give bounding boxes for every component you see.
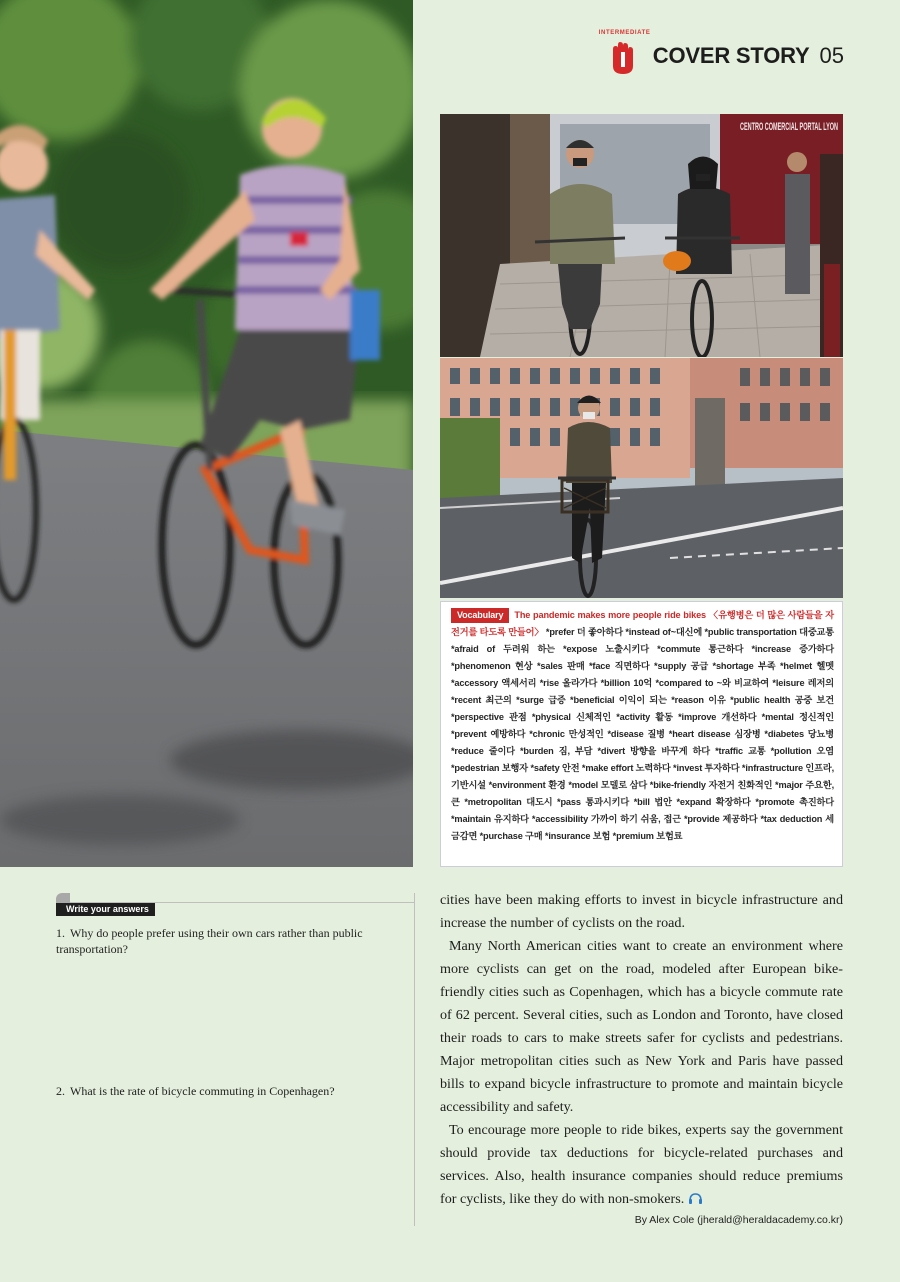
article-body [440,889,843,1211]
article-paragraph-1: cities have been making efforts to invest in bicycle infrastructure and increase the number of cyclists on the road. [440,892,843,931]
photo-cyclist-street [440,358,843,598]
article-paragraph-3-text: To encourage more people to ride bikes, experts say the government should provide tax deductions for bicycle-related purchases and services. Also, health insurance companies should reduce premiums for cyclists, like they do with non-smokers. [440,1122,843,1207]
question-number: 2. [56,1084,65,1098]
store-sign: CENTRO COMERCIAL PORTAL LYON [740,121,839,133]
tag-corner [56,893,70,903]
question-2 [56,1083,386,1099]
page-number: 05 [819,43,844,68]
vocabulary-list: *prefer 더 좋아하다 *instead of~대신에 *public transportation 대중교통 *afraid of 두려워 하는 *expose 노출시키다 *commute 통근하다 *increase 증가하다 *phenomenon 현상 *sales 판매 *face 직면하다 *supply 공급 *shortage 부족 *helmet 헬멧 *accessory 액세서리 *rise 올라가다 *billion 10억 *compared to ~와 비교하여 *leisure 레저의 *recent 최근의 *surge 급증 *beneficial 이익이 되는 *reason 이유 *public health 공중 보건 *perspective 관점 *physical 신체적인 *activity 활동 *improve 개선하다 *mental 정신적인 *prevent 예방하다 *chronic 만성적인 *disease 질병 *heart disease 심장병 *diabetes 당뇨병 *reduce 줄이다 *burden 짐, 부담 *divert 방향을 바꾸게 하다 *traffic 교통 *pollution 오염 *pedestrian 보행자 *safety 안전 *make effort 노력하다 *invest 투자하다 *infrastructure 인프라, 기반시설 *environment 환경 *model 모델로 삼다 *bike-friendly 자전거 친화적인 *major 주요한, 큰 *metropolitan 대도시 *pass 통과시키다 *bill 법안 *expand 확장하다 *promote 촉진하다 *maintain 유지하다 *accessibility 가까이 하기 쉬움, 접근 *provide 제공하다 *tax deduction 세금감면 *purchase 구매 *insurance 보험 *premium 보험료 [451,627,834,841]
section-title: COVER STORY [652,43,810,68]
article-paragraph-2: Many North American cities want to create an environment where more cyclists can get on the road, modeled after European bike-friendly cities such as Copenhagen, which has a bicycle commute rate of 62 percent. Several cities, such as London and Toronto, have closed their roads to cars to make streets safer for cyclists and pedestrians. Major metropolitan cities such as New York and Paris have passed bills to expand bicycle infrastructure to promote and maintain bicycle accessibility and safety. [440,938,843,1115]
hand-icon [599,36,647,76]
badge-label: INTERMEDIATE [598,30,651,36]
answers-panel [56,893,415,1226]
byline: By Alex Cole (jherald@heraldacademy.co.kr) [634,1214,843,1226]
photo-cyclists-city [440,114,843,357]
question-text: What is the rate of bicycle commuting in Copenhagen? [70,1084,335,1098]
section-header [598,30,844,76]
headphones-icon [688,1192,703,1204]
question-1 [56,925,386,957]
question-text: Why do people prefer using their own cars rather than public transportation? [56,926,363,956]
question-number: 1. [56,926,65,940]
vocabulary-text [451,607,834,845]
intermediate-badge [598,30,651,76]
hero-photo [0,0,413,867]
answers-tag-label: Write your answers [56,903,155,916]
vocabulary-headline: The pandemic makes more people ride bikes 〈유행병은 더 많은 사람들을 자전거를 타도록 만들어〉 [451,610,834,637]
article-paragraph-3 [440,1119,843,1211]
vocabulary-tag: Vocabulary [451,608,509,623]
vocabulary-box [440,601,843,867]
